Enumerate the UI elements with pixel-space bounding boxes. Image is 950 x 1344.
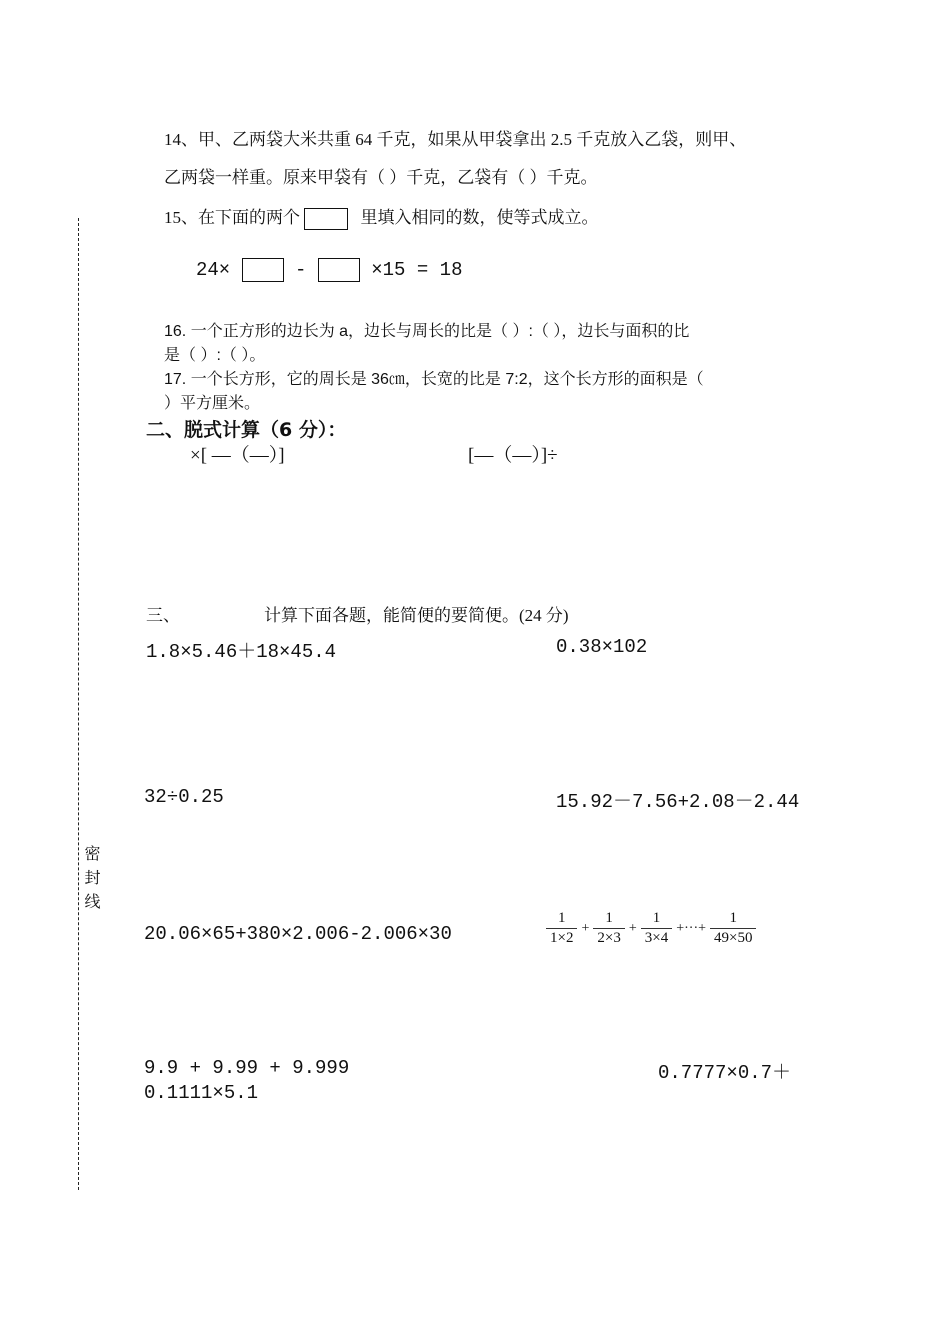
problem-7: 9.9 + 9.99 + 9.999 <box>144 1057 350 1079</box>
q14-line2: 乙两袋一样重。原来甲袋有（ ）千克，乙袋有（ ）千克。 <box>164 168 598 187</box>
plus-sign: + <box>628 920 637 936</box>
q16-line2: 是（ ）:（ ）。 <box>164 347 266 364</box>
answer-box <box>304 208 348 230</box>
fraction-4 <box>710 910 756 947</box>
problem-3: 32÷0.25 <box>144 786 224 808</box>
problem-8-part-b: 0.1111×5.1 <box>144 1082 259 1104</box>
problem-2: 0.38×102 <box>556 636 648 658</box>
q17-line2: ）平方厘米。 <box>164 395 261 412</box>
problem-6-fraction-sum <box>546 910 756 947</box>
q17-line1: 17. 一个长方形，它的周长是 36㎝，长宽的比是 7:2，这个长方形的面积是（ <box>164 371 704 388</box>
problem-8-part-a: 0.7777×0.7＋ <box>658 1062 792 1084</box>
q15-prompt <box>164 203 599 230</box>
q15-equation <box>196 258 462 282</box>
eq-part-b: - <box>295 259 307 282</box>
ellipsis-terms: +···+ <box>676 920 706 936</box>
section2-title: 二、脱式计算（6 分）： <box>146 419 347 441</box>
problem-5: 20.06×65+380×2.006-2.006×30 <box>144 923 452 945</box>
equation-box-1[interactable] <box>242 258 284 282</box>
fraction-1-numerator: 1 <box>557 910 566 926</box>
eq-part-a: 24× <box>196 259 231 282</box>
section3-title: 计算下面各题，能简便的要简便。(24 分) <box>264 606 569 625</box>
fraction-3-numerator: 1 <box>652 910 661 926</box>
q15-prompt-before: 15、在下面的两个 <box>164 208 300 227</box>
plus-sign: + <box>581 920 590 936</box>
fraction-2 <box>593 910 624 947</box>
q14-line1: 14、甲、乙两袋大米共重 64 千克，如果从甲袋拿出 2.5 千克放入乙袋，则甲、 <box>164 130 747 149</box>
seal-line-label: 密封线 <box>82 845 101 917</box>
fraction-2-numerator: 1 <box>605 910 613 926</box>
section2-expr-right: [—（—）]÷ <box>468 445 558 466</box>
fraction-1 <box>546 910 577 947</box>
fraction-4-denominator: 49×50 <box>710 928 756 947</box>
q15-prompt-after: 里填入相同的数，使等式成立。 <box>360 208 599 227</box>
q16-line1: 16. 一个正方形的边长为 a，边长与周长的比是（ ）:（ ），边长与面积的比 <box>164 323 690 340</box>
problem-1: 1.8×5.46＋18×45.4 <box>146 641 337 663</box>
section3-number: 三、 <box>146 606 180 625</box>
fraction-1-denominator: 1×2 <box>546 928 577 947</box>
binding-dashed-line <box>78 218 79 1190</box>
fraction-3 <box>641 910 672 947</box>
section2-expr-left: ×[ —（—）] <box>190 445 285 466</box>
problem-4: 15.92－7.56+2.08－2.44 <box>556 791 800 813</box>
fraction-4-numerator: 1 <box>729 910 737 926</box>
fraction-3-denominator: 3×4 <box>641 928 672 947</box>
eq-part-c: ×15 = 18 <box>371 259 463 282</box>
fraction-2-denominator: 2×3 <box>593 928 624 947</box>
equation-box-2[interactable] <box>318 258 360 282</box>
